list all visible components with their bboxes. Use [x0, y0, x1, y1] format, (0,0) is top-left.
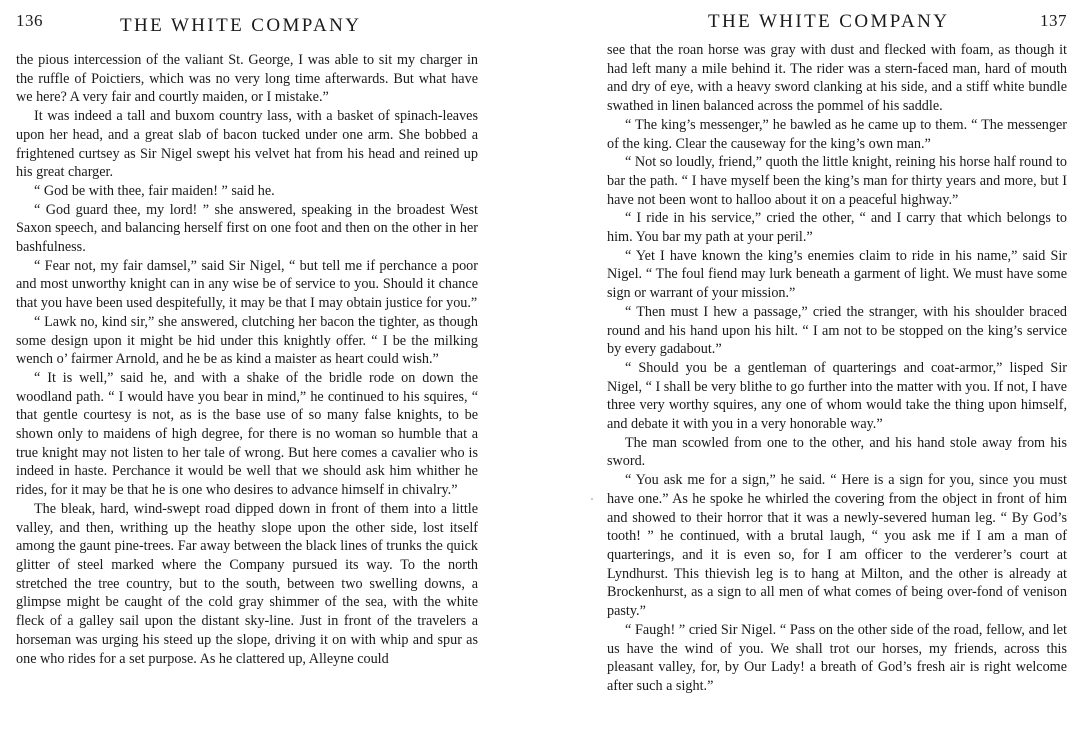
paragraph: “ Should you be a gentleman of quarterings and coat-armor,” lisped Sir Nigel, “ I shall be very blithe to go further into the matter with you. If not, I have three very worthy squires, any one of whom would take the thing upon himself, and debate it with you in a very honorable way.” — [607, 359, 1067, 433]
paragraph: “ Faugh! ” cried Sir Nigel. “ Pass on the other side of the road, fellow, and let us have the wind of you. We shall trot our horses, my friends, across this pleasant valley, for, by Our Lady! a breath of God’s fresh air is right welcome after such a sight.” — [607, 621, 1067, 694]
paragraph: “ You ask me for a sign,” he said. “ Here is a sign for you, since you must have one.” As he spoke he whirled the covering from the object in front of him and showed to their horror that it was a newly-severed human leg. “ By God’s tooth! ” he continued, with a brutal laugh, “ you ask me if I am a man of quarterings, and it is even so, for I am officer to the verderer’s court at Lyndhurst. This thievish leg is to hang at Milton, and the other is already at Brockenhurst, as a sign to all men of what comes of being over-fond of venison pasty.” — [607, 472, 1067, 620]
left-page — [16, 0, 478, 668]
paragraph: The bleak, hard, wind-swept road dipped down in front of them into a little valley, and then, writhing up the heathy slope upon the other side, lost itself among the gaunt pine-trees. Far away between the black lines of trunks the quick glitter of steel marked where the Company pursued its way. To the north stretched the tree country, but to the south, between two swelling downs, a glimpse might be caught of the cold gray shimmer of the sea, with the white fleck of a galley sail upon the distant sky-line. Just in front of the travelers a horseman was urging his steed up the slope, driving it on with whip and spur as one who rides for a set purpose. As he clattered up, Alleyne could — [16, 500, 478, 667]
paragraph: The man scowled from one to the other, and his hand stole away from his sword. — [607, 434, 1067, 470]
right-running-head — [607, 0, 1067, 38]
paragraph: “ Then must I hew a passage,” cried the stranger, with his shoulder braced round and his hand upon his hilt. “ I am not to be stopped on the king’s service by every gadabout.” — [607, 303, 1067, 358]
right-page — [607, 0, 1067, 696]
paragraph: “ Lawk no, kind sir,” she answered, clutching her bacon the tighter, as though some design upon it might be hid under this knightly offer. “ I be the milking wench o’ fairmer Arnold, and he be as kind a maister as heart could wish.” — [16, 313, 478, 368]
paragraph: “ Not so loudly, friend,” quoth the little knight, reining his horse half round to bar the path. “ I have myself been the king’s man for thirty years and more, but I have not been wont to halloo about it on a peaceful highway.” — [607, 154, 1067, 208]
left-running-head — [16, 0, 478, 38]
paragraph: “ Yet I have known the king’s enemies claim to ride in his name,” said Sir Nigel. “ The foul fiend may lurk beneath a garment of light. We must have some sign or warrant of your mission.” — [607, 247, 1067, 302]
paragraph: “ God be with thee, fair maiden! ” said he. — [34, 182, 275, 199]
gutter-speck — [591, 498, 593, 500]
left-body-text — [16, 51, 478, 668]
paragraph: “ Fear not, my fair damsel,” said Sir Nigel, “ but tell me if perchance a poor and most unworthy knight can in any wise be of service to you. Should it chance that you have been used despitefully, it may be that I may obtain justice for you.” — [16, 257, 478, 312]
paragraph: “ It is well,” said he, and with a shake of the bridle rode on down the woodland path. “ I would have you bear in mind,” he continued to his squires, “ that gentle courtesy is not, as is the base use of so many false knights, to be shown only to maidens of high degree, for there is no woman so humble that a true knight may not listen to her tale of wrong. But here comes a cavalier who is indeed in haste. Perchance it would be well that we should ask him whither he rides, for it may be that he is one who desires to advance himself in chivalry.” — [16, 369, 478, 499]
paragraph: the pious intercession of the valiant St. George, I was able to sit my charger in the ruffle of Poictiers, which was no very long time afterwards. But what have we here? A very fair and courtly maiden, or I mistake.” — [16, 52, 478, 106]
right-page-number: 137 — [1040, 11, 1067, 30]
right-running-title: THE WHITE COMPANY — [708, 11, 950, 32]
paragraph: “ I ride in his service,” cried the other, “ and I carry that which belongs to him. You bar my path at your peril.” — [607, 210, 1067, 246]
left-running-title: THE WHITE COMPANY — [120, 15, 362, 36]
paragraph: “ God guard thee, my lord! ” she answered, speaking in the broadest West Saxon speech, and balancing herself first on one foot and then on the other in her bashfulness. — [16, 201, 478, 256]
paragraph: see that the roan horse was gray with dust and flecked with foam, as though it had left many a mile behind it. The rider was a stern-faced man, hard of mouth and dry of eye, with a heavy sword clanking at his side, and a stiff white bundle swathed in linen balanced across the pommel of his saddle. — [607, 42, 1067, 115]
paragraph: It was indeed a tall and buxom country lass, with a basket of spinach-leaves upon her head, and a great slab of bacon tucked under one arm. She bobbed a frightened curtsey as Sir Nigel swept his velvet hat from his head and reined up his great charger. — [16, 108, 478, 181]
right-body-text — [607, 41, 1067, 696]
paragraph: “ The king’s messenger,” he bawled as he came up to them. “ The messenger of the king. Clear the causeway for the king’s own man.” — [607, 116, 1067, 152]
left-page-number: 136 — [16, 11, 43, 30]
